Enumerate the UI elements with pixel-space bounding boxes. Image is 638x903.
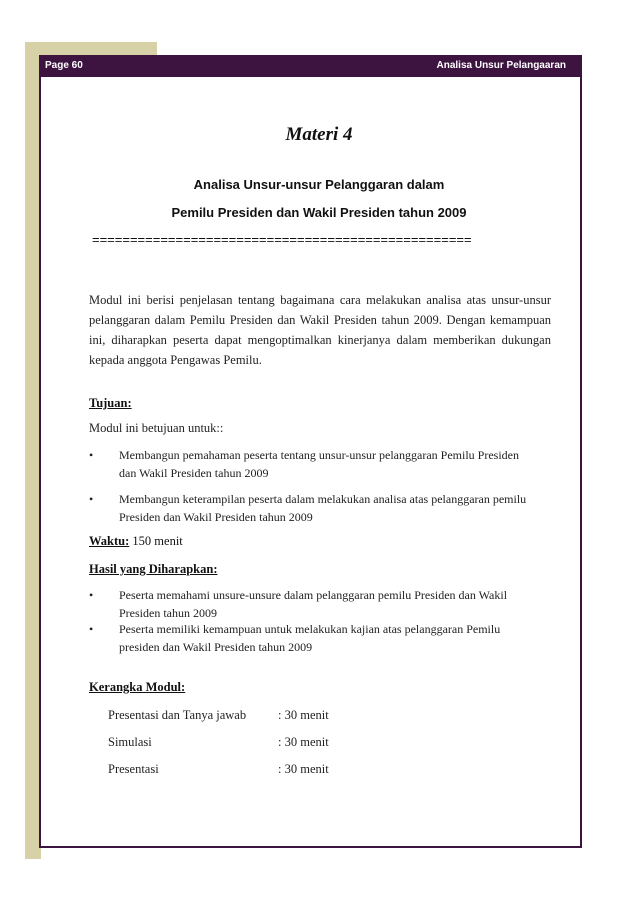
separator-line: ================================================== [92,232,472,247]
waktu-value: 150 menit [132,534,183,548]
waktu-row [89,534,183,549]
bullet-icon: • [89,622,94,636]
module-title-line1: Analisa Unsur-unsur Pelanggaran dalam [193,177,445,192]
intro-paragraph: Modul ini berisi penjelasan tentang bagaimana cara melakukan analisa atas unsur-unsur pelanggaran dalam Pemilu Presiden dan Wakil Presiden tahun 2009. Dengan kemampuan ini, diharapkan peserta dapat mengoptimalkan kinerjanya dalam memberikan dukungan kepada anggota Pengawas Pemilu. [89,293,551,367]
hasil-heading: Hasil yang Diharapkan: [89,562,218,576]
decor-bar-top [25,42,157,56]
section-title: Analisa Unsur Pelangaaran [436,60,566,71]
waktu-heading: Waktu: [89,534,130,548]
bullet-icon: • [89,492,94,506]
tujuan-lead: Modul ini betujuan untuk:: [89,421,224,435]
materi-title: Materi 4 [285,124,353,145]
page-header [39,55,582,77]
kerangka-heading: Kerangka Modul: [89,680,186,694]
bullet-icon: • [89,448,94,462]
module-title-line2: Pemilu Presiden dan Wakil Presiden tahun 2009 [171,205,467,220]
tujuan-heading: Tujuan: [89,396,132,410]
bullet-icon: • [89,588,94,602]
page-number: Page 60 [45,60,83,71]
